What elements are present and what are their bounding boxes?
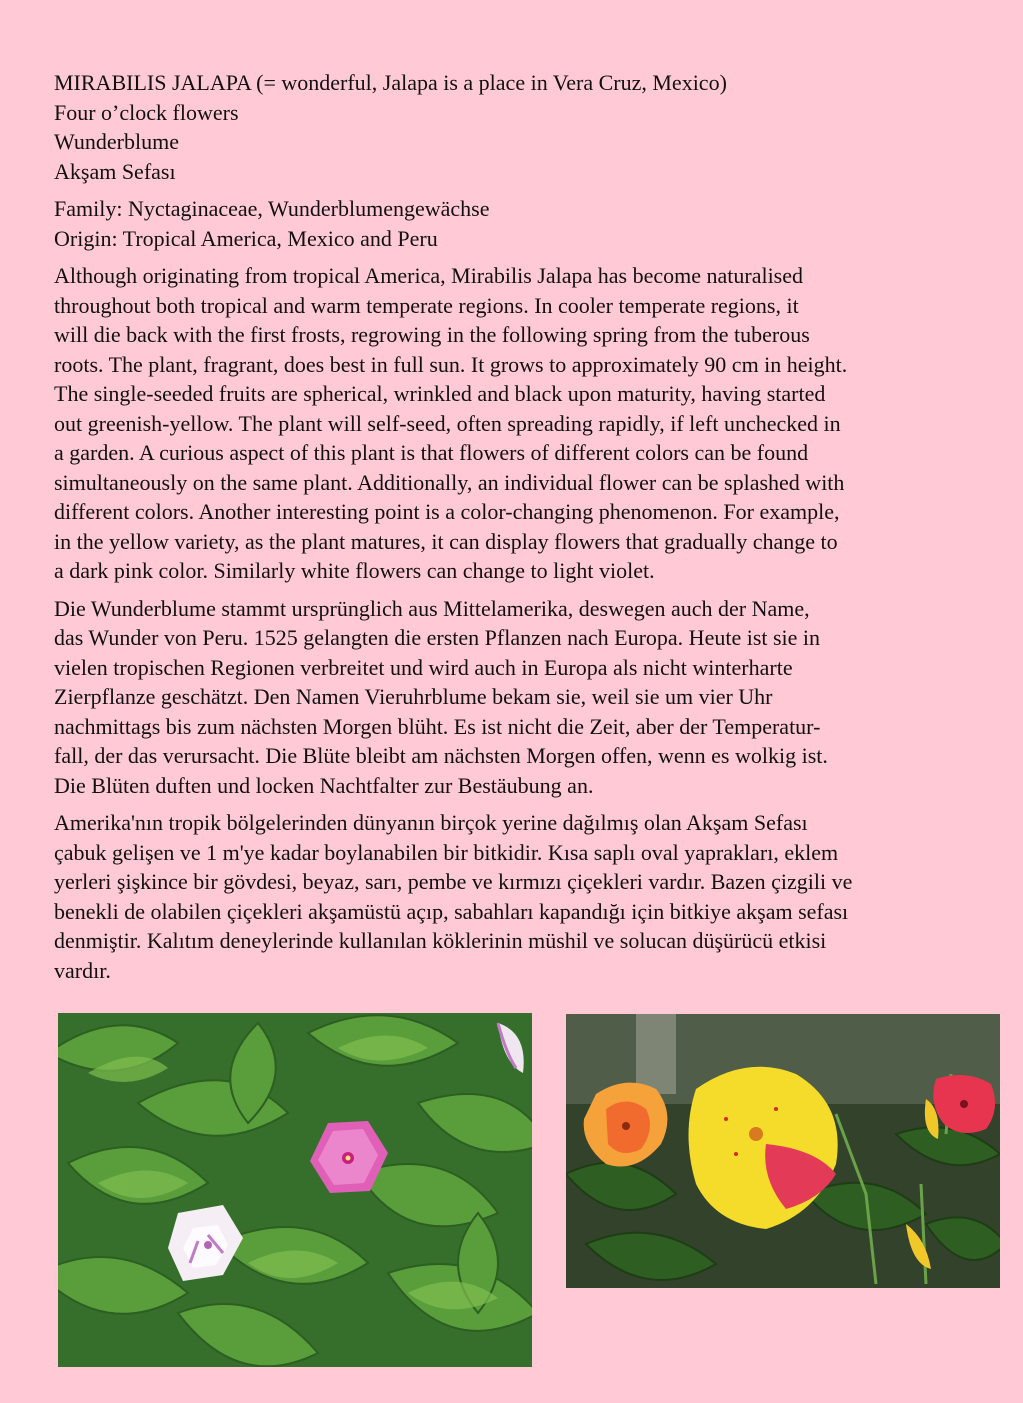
photo-pink-white-flowers <box>58 1013 532 1367</box>
paragraph-line: Die Wunderblume stammt ursprünglich aus Mittelamerika, deswegen auch der Name, <box>54 595 810 621</box>
flowers-illustration <box>566 1014 1000 1288</box>
paragraph-line: a garden. A curious aspect of this plant is that flowers of different colors can be found <box>54 440 809 465</box>
common-name-german: Wunderblume <box>54 129 179 154</box>
paragraph-line: fall, der das verursacht. Die Blüte bleibt am nächsten Morgen offen, wenn es wolkig ist. <box>54 743 828 768</box>
paragraph-line: will die back with the first frosts, regrowing in the following spring from the tuberous <box>54 322 810 347</box>
family-line: Family: Nyctaginaceae, Wunderblumengewächse <box>54 196 490 221</box>
title-block <box>54 68 1004 186</box>
paragraph-line: out greenish-yellow. The plant will self-seed, often spreading rapidly, if left unchecked in <box>54 410 841 436</box>
paragraph-line: in the yellow variety, as the plant matures, it can display flowers that gradually change to <box>54 528 838 554</box>
paragraph-line: das Wunder von Peru. 1525 gelangten die ersten Pflanzen nach Europa. Heute ist sie in <box>54 625 821 650</box>
german-paragraph <box>54 594 1004 801</box>
paragraph-line: throughout both tropical and warm temperate regions. In cooler temperate regions, it <box>54 292 799 318</box>
taxonomy-block <box>54 194 1004 253</box>
paragraph-line: simultaneously on the same plant. Additionally, an individual flower can be splashed with <box>54 469 845 495</box>
common-name-turkish: Akşam Sefası <box>54 158 176 184</box>
paragraph-line: different colors. Another interesting point is a color-changing phenomenon. For example, <box>54 499 840 524</box>
paragraph-line: denmiştir. Kalıtım deneylerinde kullanılan köklerinin müshil ve solucan düşürücü etkisi <box>54 928 827 953</box>
paragraph-line: Although originating from tropical America, Mirabilis Jalapa has become naturalised <box>54 263 804 288</box>
common-name-english: Four o’clock flowers <box>54 99 239 125</box>
paragraph-line: vardır. <box>54 957 111 983</box>
turkish-paragraph <box>54 808 1004 985</box>
title-line: MIRABILIS JALAPA (= wonderful, Jalapa is a place in Vera Cruz, Mexico) <box>54 70 727 95</box>
paragraph-line: benekli de olabilen çiçekleri akşamüstü açıp, sabahları kapandığı için bitkiye akşam sefası <box>54 898 849 924</box>
paragraph-line: yerleri şişkince bir gövdesi, beyaz, sarı, pembe ve kırmızı çiçekleri vardır. Bazen çizgili ve <box>54 869 853 894</box>
paragraph-line: nachmittags bis zum nächsten Morgen blüht. Es ist nicht die Zeit, aber der Temperatur- <box>54 713 821 739</box>
origin-line: Origin: Tropical America, Mexico and Peru <box>54 225 438 251</box>
paragraph-line: The single-seeded fruits are spherical, wrinkled and black upon maturity, having started <box>54 381 826 406</box>
english-paragraph <box>54 261 1004 586</box>
paragraph-line: vielen tropischen Regionen verbreitet und wird auch in Europa als nicht winterharte <box>54 654 793 680</box>
document-body <box>54 68 1004 993</box>
photo-yellow-red-flowers <box>566 1014 1000 1288</box>
paragraph-line: roots. The plant, fragrant, does best in full sun. It grows to approximately 90 cm in height. <box>54 351 848 377</box>
paragraph-line: a dark pink color. Similarly white flowers can change to light violet. <box>54 558 655 583</box>
paragraph-line: Amerika'nın tropik bölgelerinden dünyanın birçok yerine dağılmış olan Akşam Sefası <box>54 810 808 835</box>
leaves-illustration <box>58 1013 532 1367</box>
paragraph-line: Die Blüten duften und locken Nachtfalter zur Bestäubung an. <box>54 772 594 798</box>
paragraph-line: çabuk gelişen ve 1 m'ye kadar boylanabilen bir bitkidir. Kısa saplı oval yaprakları, eklem <box>54 839 839 865</box>
paragraph-line: Zierpflanze geschätzt. Den Namen Vieruhrblume bekam sie, weil sie um vier Uhr <box>54 684 773 709</box>
